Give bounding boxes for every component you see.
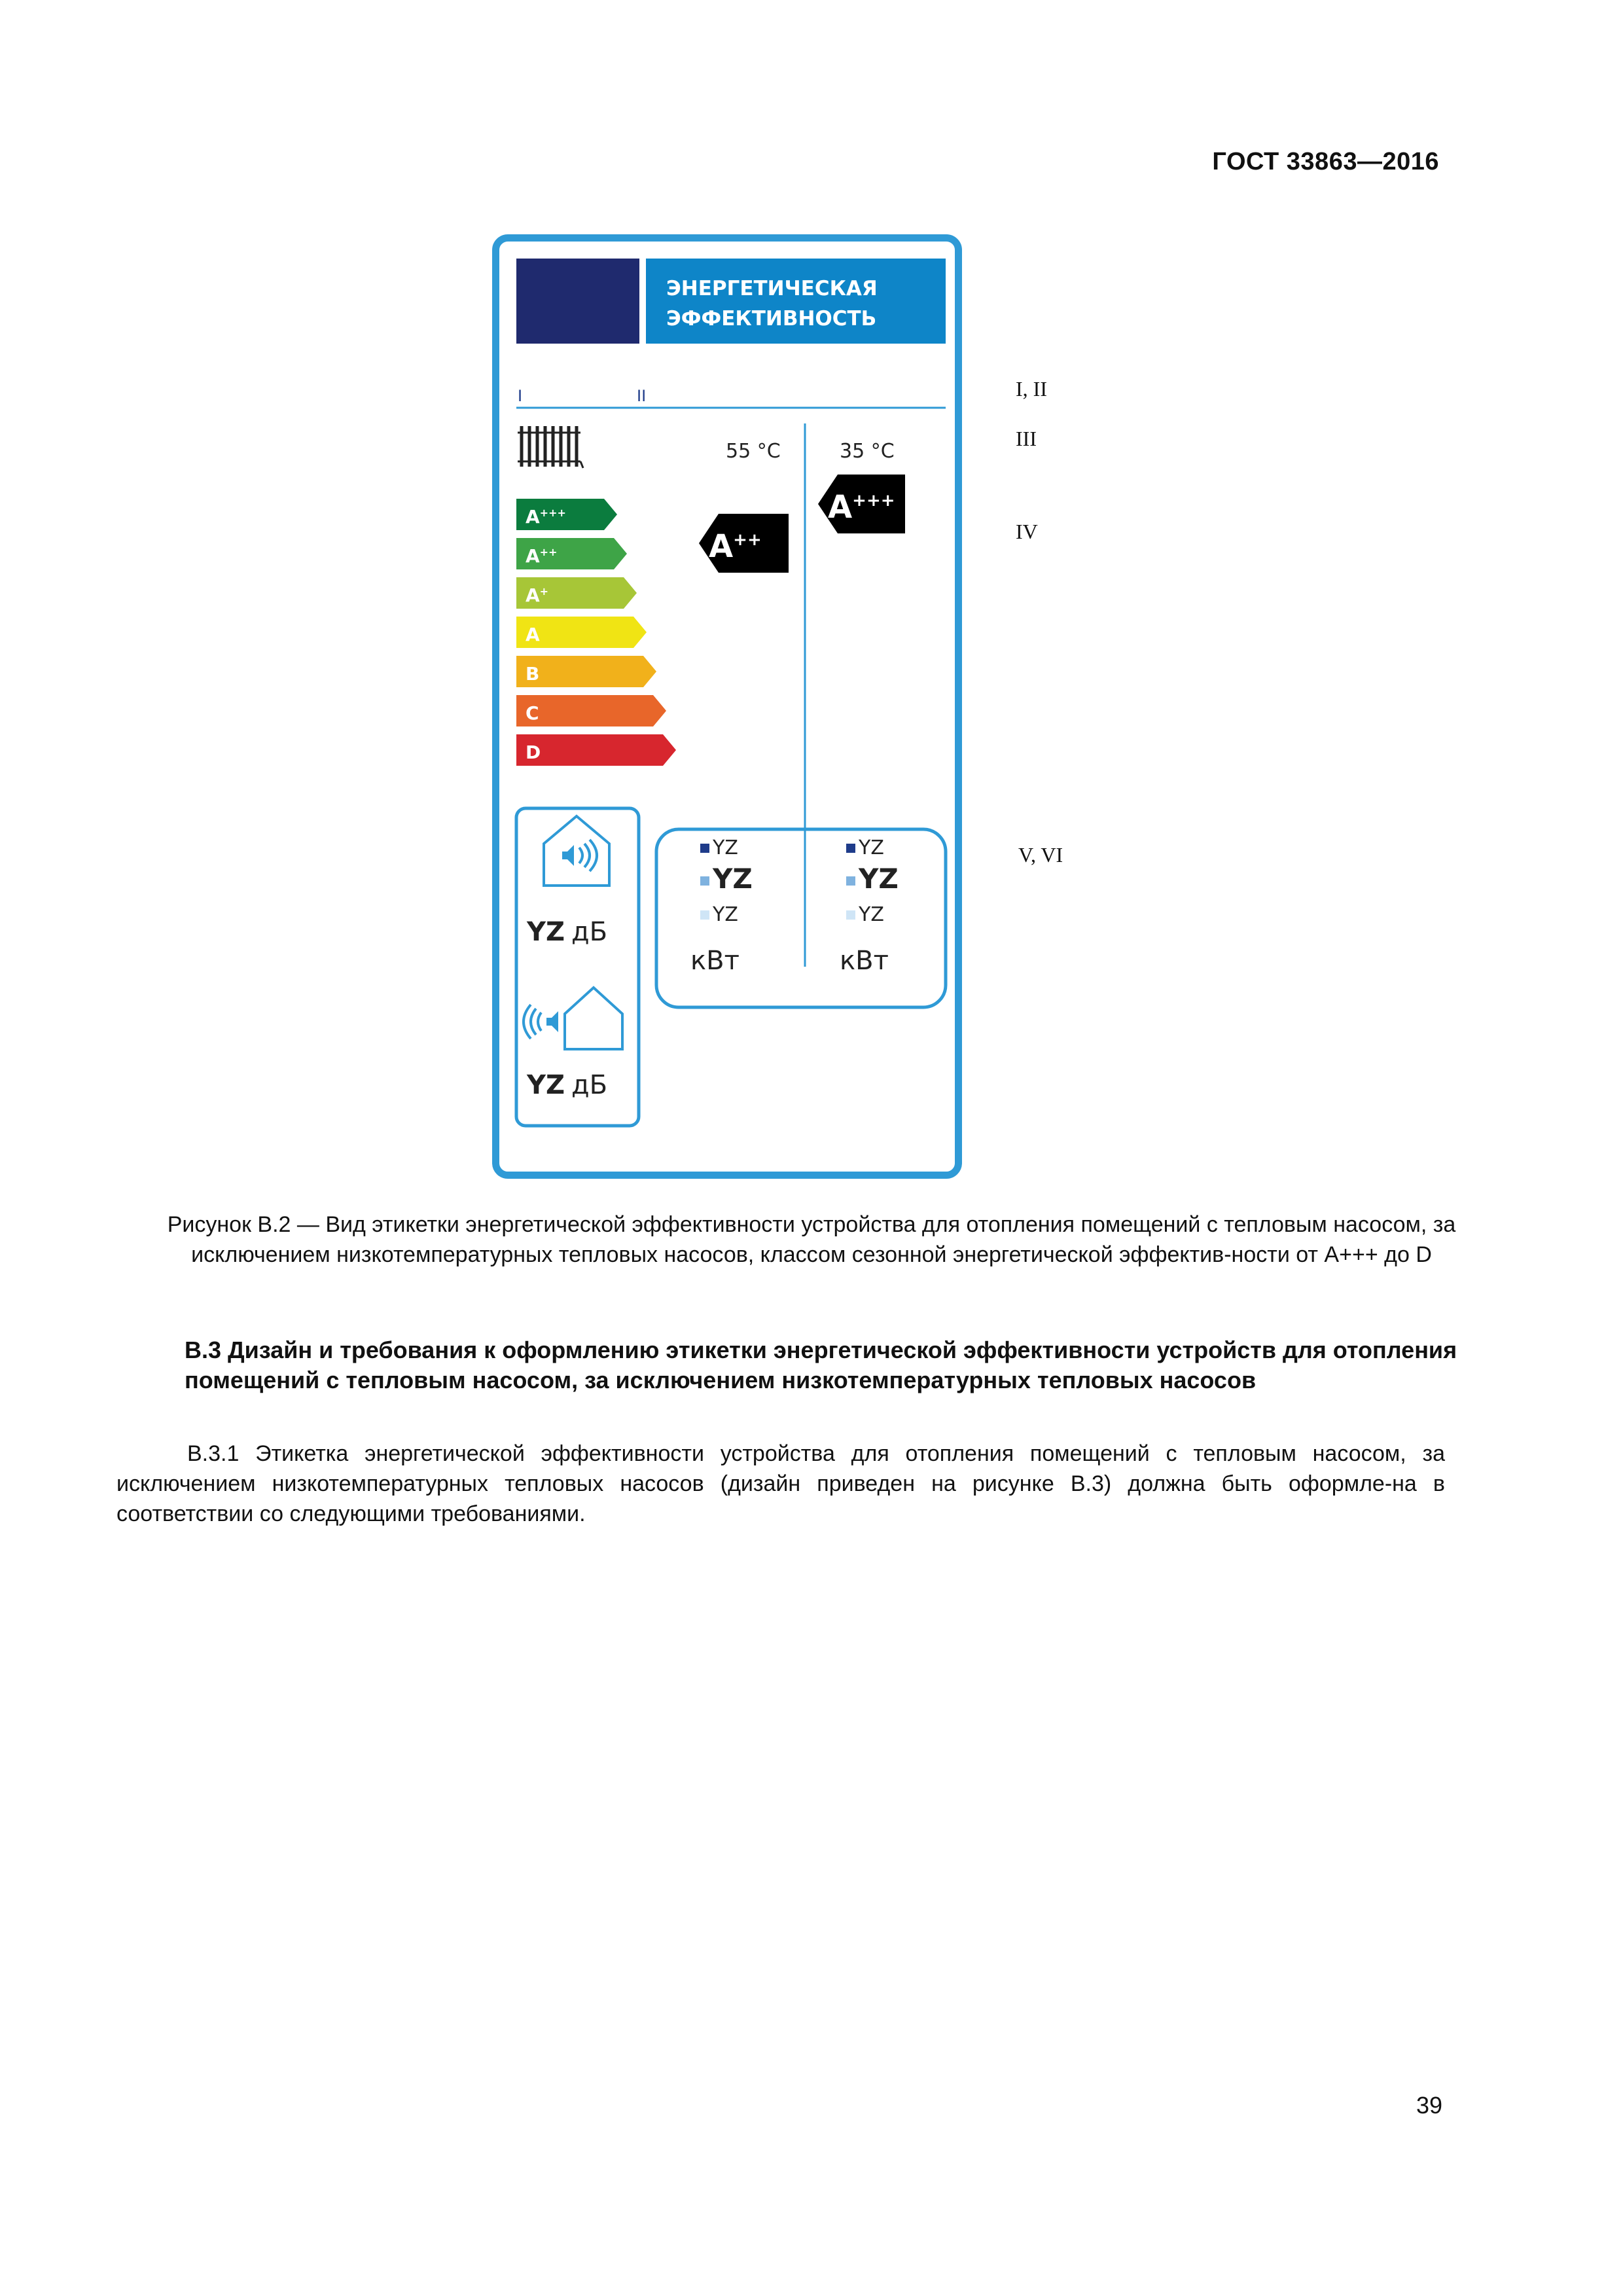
energy-label-frame (492, 234, 962, 1179)
title-banner (646, 259, 946, 344)
svg-text:A+: A+ (526, 584, 549, 606)
svg-text:C: C (526, 702, 539, 724)
class-arrow-55 (699, 514, 789, 573)
eu-flag (516, 259, 639, 344)
power-55-values (690, 836, 753, 976)
side-note-iv: IV (1016, 520, 1038, 543)
svg-text:YZ: YZ (859, 863, 899, 895)
outdoor-noise-house-icon (524, 988, 622, 1049)
class-bar-d (516, 734, 676, 766)
label-title-line2: ЭФФЕКТИВНОСТЬ (666, 307, 877, 331)
page-number: 39 (1416, 2092, 1442, 2119)
figure-caption: Рисунок В.2 — Вид этикетки энергетической эффективности устройства для отопления помещений с тепловым насосом, за исключением низкотемпературных тепловых насосов, классом сезонной энергетической эффектив-ности от А+++ до D (167, 1212, 1456, 1267)
class-arrow-35 (818, 475, 905, 533)
svg-text:D: D (526, 742, 541, 763)
svg-text:A+++: A+++ (526, 506, 566, 528)
class-bar-a2 (516, 538, 627, 569)
power-35-values (840, 836, 899, 976)
svg-text:A+++: A+++ (828, 489, 895, 526)
roman-i-label: I (518, 387, 523, 405)
section-heading: В.3 Дизайн и требования к оформлению этикетки энергетической эффективности устройств для отопления помещений с тепловым насосом, за исключением низкотемпературных тепловых насосов (185, 1336, 1457, 1393)
svg-text:A++: A++ (526, 545, 558, 567)
energy-label-graphic (499, 242, 955, 1172)
label-title-line1: ЭНЕРГЕТИЧЕСКАЯ (666, 277, 878, 300)
temp-55-label: 55 °C (726, 440, 781, 463)
svg-text:кВт: кВт (690, 946, 740, 976)
svg-text:A: A (526, 624, 540, 645)
svg-text:YZ: YZ (713, 836, 738, 859)
temp-35-label: 35 °C (840, 440, 895, 463)
svg-text:B: B (526, 663, 540, 685)
body-paragraph: В.3.1 Этикетка энергетической эффективности устройства для отопления помещений с тепловым насосом, за исключением низкотемпературных тепловых насосов (дизайн приведен на рисунке В.3) должна быть оформле-на в соответствии со следующими требованиями. (116, 1441, 1445, 1526)
class-bar-a (516, 617, 647, 648)
outdoor-noise-value: YZ дБ (527, 1070, 608, 1100)
indoor-noise-house-icon (544, 816, 609, 886)
svg-text:YZ: YZ (859, 836, 884, 859)
svg-text:YZ: YZ (713, 863, 753, 895)
indoor-noise-value: YZ дБ (527, 917, 608, 947)
radiator-icon (518, 426, 583, 468)
document-header: ГОСТ 33863—2016 (1212, 148, 1439, 175)
svg-text:YZ: YZ (859, 903, 884, 926)
svg-text:кВт: кВт (840, 946, 889, 976)
class-bar-b (516, 656, 656, 687)
class-bar-a1 (516, 577, 637, 609)
side-note-i-ii: I, II (1016, 377, 1047, 401)
side-note-iii: III (1016, 427, 1037, 450)
side-note-v-vi: V, VI (1018, 843, 1063, 867)
class-bar-c (516, 695, 666, 726)
svg-text:YZ: YZ (713, 903, 738, 926)
class-bar-a3 (516, 499, 617, 530)
roman-ii-label: II (637, 387, 647, 405)
power-box (656, 829, 946, 1007)
class-scale (516, 499, 676, 766)
svg-text:A++: A++ (709, 528, 762, 565)
